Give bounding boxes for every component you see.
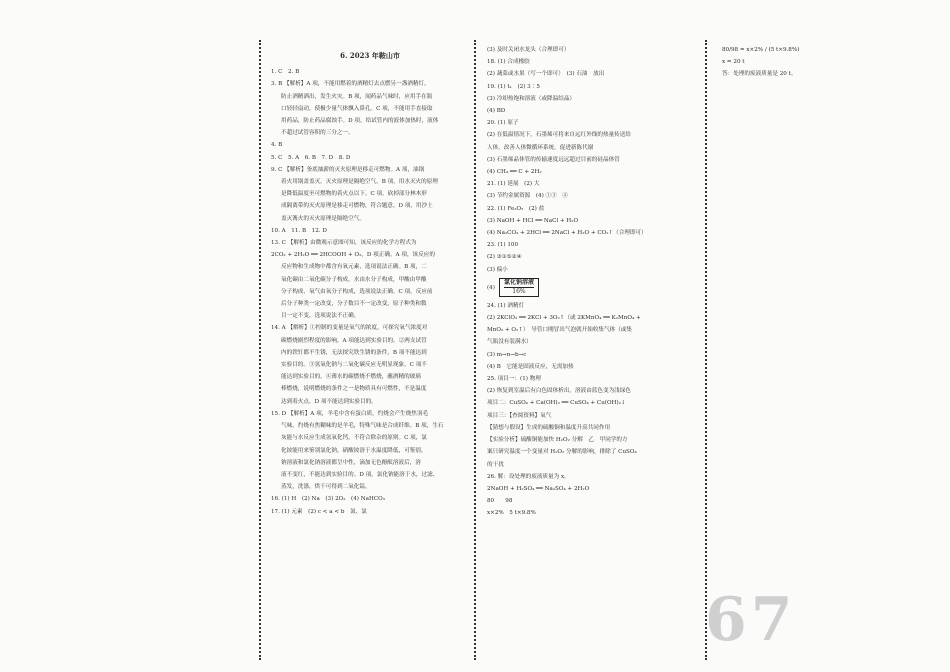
col1-line: 10. A 11. B 12. D	[271, 227, 327, 234]
col1-line: 16. (1) H (2) Na (3) 2O₂ (4) NaHCO₃	[271, 496, 385, 503]
col1-line: 1. C 2. B	[271, 69, 300, 76]
col1-line: 用药品，防止药品腐蚀手。D 项，给试管内的液体加热时，液体	[281, 118, 439, 125]
col2-line: (2) 在低温情况下，石墨烯可将来自远红外线的热量传送给	[487, 132, 631, 139]
col1-line: 目一定不变，选项说法不正确。	[281, 313, 360, 320]
col2-line: (3) 石墨烯晶体管的传输速度远远超过目前的硅晶体管	[487, 156, 620, 163]
col2-line: 20. (1) 原子	[487, 120, 519, 127]
solution-label-box	[499, 278, 539, 297]
col1-line: 13. C 【解析】由微观示意图可知，该反应的化学方程式为	[271, 240, 417, 247]
col1-line: 实验目的。③氢氧化钠与二氧化碳反应无明显现象，C 项不	[281, 362, 427, 369]
col1-line: 3. B 【解析】A 项，不能用燃着的酒精灯去点燃另一盏酒精灯，	[271, 81, 430, 88]
col2-line: 18. (1) 合成橡胶	[487, 59, 530, 66]
col1-line: 不超过试管容积的三分之一。	[281, 130, 354, 137]
col2-line: (3) m→n→b→c	[487, 351, 527, 358]
col2-line: (4) CH₄ ══ C + 2H₂	[487, 169, 542, 176]
col2-line: 人体，改善人体微循环系统，促进新陈代谢	[487, 144, 594, 151]
dotted-divider-middle	[474, 40, 476, 660]
col1-line: 2CO₂ + 2H₂O ══ 2HCOOH + O₂，D 项正确。A 项，该反应的	[271, 252, 435, 259]
col2-line: (3) 及时关闭水龙头（合理即可）	[487, 47, 570, 53]
col2-line: 2NaOH + H₂SO₄ ══ Na₂SO₄ + 2H₂O	[487, 485, 590, 492]
col2-line: 【实验分析】硫酸铜能加快 H₂O₂ 分解 乙 甲同学的方	[487, 437, 628, 444]
col2-line: (4) Na₂CO₃ + 2HCl ══ 2NaCl + H₂O + CO₂↑（合理即可）	[487, 230, 647, 237]
col1-line: 液不变红，不能达到实验目的。D 项，氯化钠能溶于水，过滤、	[281, 471, 439, 478]
col2-line: 26. 解：设处理的废液质量为 x。	[487, 473, 570, 480]
col1-line: 反应物和生成物中都含有氧元素，选项说法正确。B 项，二	[281, 264, 427, 271]
col2-line: 25. 项目一：(1) 物理	[487, 376, 541, 383]
col1-line: 达到着火点，D 项不能达到实验目的。	[281, 398, 377, 405]
col1-line: 着火用锅盖盖灭，灭火原理是隔绝空气。B 项，用水灭火的原理	[281, 179, 438, 186]
col1-line: 成隔离带的灭火原理是移走可燃物，符合题意。D 项，用沙土	[281, 203, 433, 210]
label-box-head: 氯化钠溶液	[503, 278, 534, 286]
col1-line: 钠溶液和氯化钠溶液都呈中性，滴加无色酚酞溶液后，溶	[281, 459, 421, 466]
col1-line: 17. (1) 元素 (2) c < a < b 氮、氯	[271, 508, 367, 515]
col2-line: (3) 冷却热饱和溶液（或降温结晶）	[487, 95, 576, 102]
col1-line: 9. C 【解析】釜底抽薪的灭火原理是移走可燃物。A 项，油锅	[271, 166, 425, 173]
col2-line: (2) 恢复到室温后有白色固体析出，溶液由蓝色变为浅绿色	[487, 388, 631, 395]
col1-line: 灰能与水反应生成氢氧化钙，不符合除杂的原则。C 项，氯	[281, 435, 427, 442]
col2-line: (2) ③①⑤②④	[487, 254, 522, 261]
col1-line: 气味，灼烧有焦糊味的是羊毛，特殊气味是合成纤维。B 项，生石	[281, 423, 444, 430]
answer-column-1	[271, 44, 469, 518]
col1-line: 蒸发，洗涤，烘干可得到二氧化锰。	[281, 484, 371, 491]
col1-line: 棒燃烧，说明燃烧的条件之一是物质具有可燃性，不是温度	[281, 386, 427, 393]
dotted-divider-right	[705, 40, 707, 660]
col2-line: (3) 偏小	[487, 266, 508, 273]
col2-line: MnO₂ + O₂↑） 导管口刚冒出气泡就开始收集气体（或集	[487, 327, 632, 334]
col1-line: 化铵能用来鉴别氯化钠，硝酸铵溶于水温度降低，可鉴别。	[281, 447, 427, 454]
page-number: 67	[705, 585, 797, 655]
col2-line: (2) 蔬菜或水果（写一个即可） (3) 石油 放出	[487, 71, 605, 78]
dotted-divider-left	[259, 40, 261, 660]
col1-line: 后分子种类一定改变，分子数目不一定改变，原子种类和数	[281, 301, 427, 308]
col1-line: 盖灭篝火的灭火原理是隔绝空气。	[281, 215, 365, 222]
col1-line: 15. D 【解析】A 项，羊毛中含有蛋白质，灼烧会产生烧焦羽毛	[271, 410, 429, 417]
col1-line: 防止酒精洒出，发生火灾。B 项，闻药品气味时，应用手在瓶	[281, 93, 433, 100]
col1-line: 能达到实验目的。④薄水的碳燃烧不燃烧，蘸酒精的玻璃	[281, 374, 421, 381]
col1-line: 口轻轻扇动，使极少量气体飘入鼻孔。C 项，不能用手直接取	[281, 105, 433, 112]
col2-line: (4) 氯化钠溶液 16%	[487, 276, 687, 300]
answer-column-3	[722, 44, 832, 81]
col1-line: 5. C 5. A 6. B 7. D 8. D	[271, 154, 351, 161]
col1-line: 碳燃烧剧烈程度的影响，A 项能达到实验目的。②两支试管	[281, 337, 427, 344]
col2-line: (2) 2KClO₃ ══ 2KCl + 3O₂↑（或 2KMnO₄ ══ K₂MnO₄ +	[487, 315, 641, 322]
col2-line: 【猜想与假设】生成的硫酸铜和温度升高共同作用	[487, 424, 611, 431]
col1-line: 4. B	[271, 142, 283, 149]
col3-line: x = 20 t	[722, 59, 745, 66]
col2-line: 19. (1) t₁ (2) 3∶5	[487, 83, 540, 90]
col2-line: 23. (1) 100	[487, 242, 519, 249]
col2-line: (3) 节约金属资源 (4) ①③ ④	[487, 193, 568, 200]
col2-line: x×2% 5 t×9.8%	[487, 510, 536, 517]
col2-line: 的干扰	[487, 461, 504, 468]
col2-line: 22. (1) Fe₂O₃ (2) 盐	[487, 205, 545, 212]
col2-line: (3) NaOH + HCl ══ NaCl + H₂O	[487, 217, 579, 224]
answer-column-2	[487, 44, 687, 520]
label-box-value: 16%	[512, 287, 526, 295]
col1-line: 分子构成，氧气由氧分子构成，选项说法正确。C 项，反应前	[281, 288, 433, 295]
col2-line: (4) B 它能是固液反应，无需加热	[487, 363, 574, 370]
col2-line: 项目二：CuSO₄ + Ca(OH)₂ ══ CuSO₄ + Cu(OH)₂↓	[487, 400, 626, 407]
col2-line: 80 98	[487, 498, 513, 505]
col3-line: 答：处理的废液质量是 20 t。	[722, 71, 797, 78]
col1-line: 内的铁钉都不生锈，无法探究铁生锈的条件，B 项不能达到	[281, 349, 427, 356]
col2-line: (4) BD	[487, 108, 506, 115]
col1-line: 14. A 【解析】①控制的变量是氧气的浓度，可探究氧气浓度对	[271, 325, 428, 332]
section-title: 6. 2023 年鞍山市	[340, 51, 400, 60]
col2-line: 21. (1) 延展 (2) 大	[487, 181, 540, 188]
col3-line: 80/98 = x×2% / (5 t×9.8%)	[722, 47, 800, 53]
col1-line: 氧化碳由二氧化碳分子构成，水由水分子构成，甲酸由甲酸	[281, 276, 427, 283]
col2-line: 案只研究温度一个变量对 H₂O₂ 分解的影响，排除了 CuSO₄	[487, 449, 637, 456]
col2-line: 项目三：【查阅资料】氧气	[487, 412, 552, 419]
col2-line: 气瓶没有装满水）	[487, 339, 532, 346]
col2-line: 24. (1) 酒精灯	[487, 302, 525, 309]
col1-line: 是降低温度至可燃物的着火点以下。C 项，砍掉部分林木形	[281, 191, 427, 198]
